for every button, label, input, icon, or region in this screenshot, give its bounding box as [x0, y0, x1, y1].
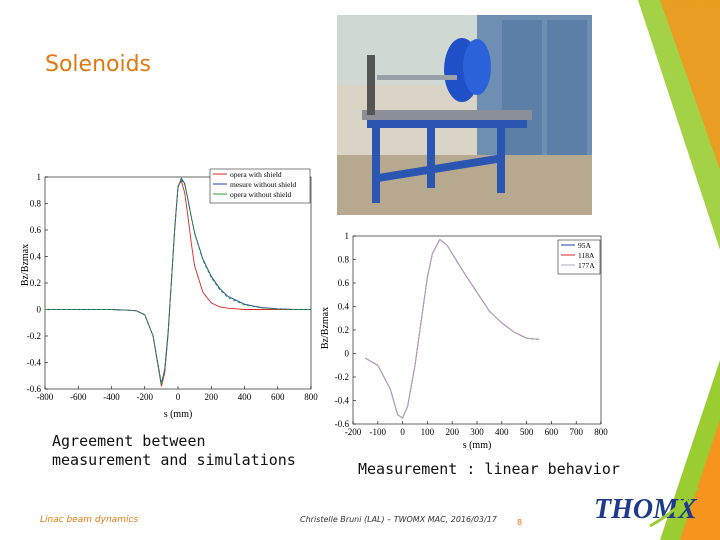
field-profile-chart-currents — [318, 228, 610, 450]
y-axis-label: Bz/Bzmax — [20, 243, 31, 287]
field-profile-chart-comparison — [20, 165, 320, 423]
x-tick-label: -200 — [136, 392, 153, 402]
x-tick-label: 0 — [400, 427, 405, 437]
x-tick-label: 500 — [519, 427, 534, 437]
y-tick-label: -0.6 — [26, 384, 41, 394]
y-tick-label: 0.8 — [29, 198, 41, 209]
x-axis-label: s (mm) — [163, 409, 193, 420]
legend-label: opera with shield — [230, 170, 282, 179]
x-tick-label: 400 — [237, 392, 252, 402]
legend-label: mesure without shield — [230, 180, 297, 189]
y-tick-label: -0.6 — [334, 419, 349, 429]
x-tick-label: 200 — [204, 392, 218, 402]
x-axis-label: s (mm) — [462, 440, 492, 450]
y-tick-label: 0.4 — [29, 251, 41, 262]
caption-left — [52, 432, 296, 470]
y-tick-label: 0.6 — [337, 278, 349, 288]
legend-label: 177A — [578, 261, 595, 270]
y-tick-label: 1 — [36, 172, 41, 182]
slide-title: Solenoids — [45, 52, 152, 77]
legend-label: 95A — [578, 241, 591, 250]
x-tick-label: 400 — [495, 427, 509, 437]
x-tick-label: 700 — [569, 427, 583, 437]
x-tick-label: 100 — [420, 427, 435, 437]
x-tick-label: 200 — [445, 427, 459, 437]
y-axis-label: Bz/Bzmax — [320, 306, 331, 350]
footer-author: Christelle Bruni (LAL) – TWOMX MAC, 2016/03/17 — [300, 515, 497, 524]
y-tick-label: 0.8 — [337, 254, 349, 265]
y-tick-label: 0.4 — [337, 301, 349, 312]
solenoid-photo — [337, 15, 592, 215]
legend-label: opera without shield — [230, 190, 292, 199]
x-tick-label: 600 — [271, 392, 285, 402]
y-tick-label: 0 — [36, 304, 41, 315]
legend — [558, 240, 600, 274]
y-tick-label: -0.2 — [334, 372, 349, 382]
x-tick-label: 0 — [175, 392, 181, 402]
y-tick-label: 0.6 — [29, 225, 41, 235]
x-tick-label: -800 — [36, 392, 54, 402]
y-tick-label: 0.2 — [29, 278, 41, 288]
page-number: 8 — [517, 518, 523, 527]
y-tick-label: 0.2 — [337, 325, 349, 335]
y-tick-label: -0.2 — [26, 331, 41, 341]
x-tick-label: -400 — [103, 392, 120, 402]
plot-area — [45, 177, 311, 389]
x-tick-label: 800 — [594, 427, 608, 437]
x-tick-label: -200 — [344, 427, 362, 437]
caption-right: Measurement : linear behavior — [358, 460, 620, 478]
x-tick-label: 300 — [470, 427, 484, 437]
caption-left-line2: measurement and simulations — [52, 451, 296, 469]
footer-topic: Linac beam dynamics — [40, 515, 139, 525]
y-tick-label: -0.4 — [26, 357, 41, 368]
y-tick-label: -0.4 — [334, 395, 349, 406]
y-tick-label: 0 — [344, 348, 349, 359]
svg-text:THOMX: THOMX — [594, 494, 697, 525]
caption-left-line1: Agreement between — [52, 432, 206, 450]
x-tick-label: 800 — [304, 392, 318, 402]
x-tick-label: -600 — [70, 392, 87, 402]
y-tick-label: 1 — [344, 231, 349, 241]
corner-decoration — [600, 0, 720, 540]
x-tick-label: 600 — [544, 427, 559, 437]
legend — [210, 169, 310, 203]
x-tick-label: -100 — [369, 427, 387, 437]
legend-label: 118A — [578, 251, 595, 260]
thomx-logo — [590, 482, 700, 530]
